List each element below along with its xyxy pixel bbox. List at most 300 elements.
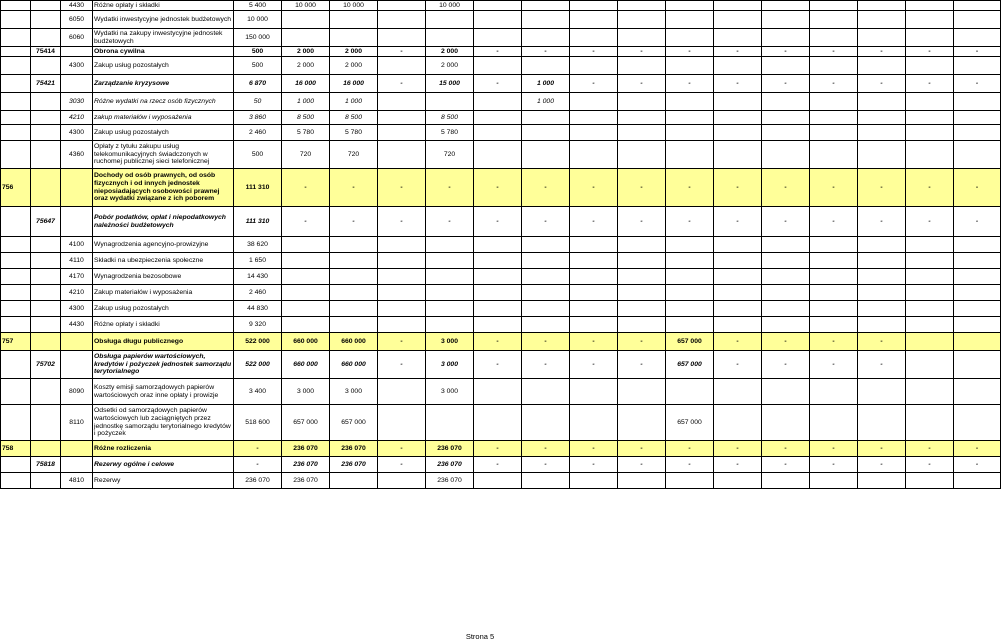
value-cell: 660 000	[330, 351, 378, 379]
rozdzial-cell	[31, 29, 61, 47]
value-cell	[570, 253, 618, 269]
value-cell: -	[522, 207, 570, 237]
value-cell	[330, 473, 378, 489]
value-cell: -	[906, 457, 954, 473]
name-cell: Obrona cywilna	[93, 47, 234, 57]
paragraph-cell	[61, 47, 93, 57]
value-cell	[522, 11, 570, 29]
value-cell	[666, 317, 714, 333]
rozdzial-cell: 75647	[31, 207, 61, 237]
value-cell	[522, 141, 570, 169]
rozdzial-cell	[31, 317, 61, 333]
paragraph-cell: 3030	[61, 93, 93, 111]
value-cell	[618, 141, 666, 169]
value-cell: -	[570, 351, 618, 379]
name-cell: Składki na ubezpieczenia społeczne	[93, 253, 234, 269]
name-cell: Zarządzanie kryzysowe	[93, 75, 234, 93]
value-cell: 1 000	[522, 75, 570, 93]
value-cell	[954, 253, 1001, 269]
value-cell	[378, 93, 426, 111]
value-cell	[906, 125, 954, 141]
paragraph-cell	[61, 441, 93, 457]
dzial-cell	[1, 125, 31, 141]
value-cell: 2 460	[234, 125, 282, 141]
value-cell	[474, 269, 522, 285]
value-cell	[906, 111, 954, 125]
value-cell	[378, 125, 426, 141]
value-cell	[378, 253, 426, 269]
dzial-cell	[1, 11, 31, 29]
value-cell	[378, 379, 426, 405]
value-cell: 720	[282, 141, 330, 169]
value-cell	[714, 1, 762, 11]
value-cell	[426, 29, 474, 47]
value-cell: -	[954, 207, 1001, 237]
value-cell: -	[234, 441, 282, 457]
value-cell	[810, 317, 858, 333]
value-cell	[282, 285, 330, 301]
value-cell	[522, 1, 570, 11]
value-cell	[522, 237, 570, 253]
value-cell	[618, 237, 666, 253]
value-cell	[906, 333, 954, 351]
table-row	[1, 29, 1001, 47]
value-cell: -	[474, 169, 522, 207]
value-cell	[474, 29, 522, 47]
value-cell	[954, 141, 1001, 169]
value-cell: 3 000	[426, 351, 474, 379]
table-row	[1, 301, 1001, 317]
dzial-cell	[1, 47, 31, 57]
dzial-cell	[1, 457, 31, 473]
value-cell: 9 320	[234, 317, 282, 333]
value-cell	[762, 301, 810, 317]
value-cell: -	[522, 333, 570, 351]
value-cell: 236 070	[282, 473, 330, 489]
value-cell	[858, 253, 906, 269]
value-cell: -	[858, 441, 906, 457]
value-cell	[954, 29, 1001, 47]
table-row	[1, 317, 1001, 333]
value-cell	[906, 29, 954, 47]
table-row	[1, 57, 1001, 75]
value-cell	[522, 405, 570, 441]
rozdzial-cell	[31, 473, 61, 489]
rozdzial-cell	[31, 57, 61, 75]
value-cell: 6 870	[234, 75, 282, 93]
value-cell: 1 000	[522, 93, 570, 111]
value-cell	[714, 29, 762, 47]
value-cell	[762, 285, 810, 301]
value-cell	[858, 125, 906, 141]
value-cell: -	[810, 47, 858, 57]
value-cell: -	[858, 75, 906, 93]
value-cell	[714, 93, 762, 111]
rozdzial-cell	[31, 269, 61, 285]
value-cell	[858, 285, 906, 301]
value-cell: -	[714, 169, 762, 207]
paragraph-cell: 4210	[61, 285, 93, 301]
value-cell	[954, 125, 1001, 141]
value-cell	[618, 125, 666, 141]
value-cell: -	[906, 75, 954, 93]
value-cell	[810, 125, 858, 141]
value-cell: -	[474, 75, 522, 93]
value-cell	[522, 57, 570, 75]
value-cell	[906, 11, 954, 29]
value-cell: 8 500	[282, 111, 330, 125]
value-cell: 10 000	[330, 1, 378, 11]
rozdzial-cell	[31, 125, 61, 141]
value-cell: 236 070	[330, 441, 378, 457]
rozdzial-cell: 75818	[31, 457, 61, 473]
value-cell	[618, 29, 666, 47]
value-cell: -	[858, 457, 906, 473]
value-cell: -	[570, 207, 618, 237]
dzial-cell	[1, 29, 31, 47]
value-cell: -	[762, 333, 810, 351]
value-cell: -	[810, 441, 858, 457]
value-cell	[714, 405, 762, 441]
value-cell: -	[762, 351, 810, 379]
value-cell	[762, 269, 810, 285]
value-cell	[954, 1, 1001, 11]
name-cell: Wynagrodzenia bezosobowe	[93, 269, 234, 285]
value-cell	[330, 269, 378, 285]
value-cell	[714, 125, 762, 141]
paragraph-cell	[61, 75, 93, 93]
value-cell: -	[474, 441, 522, 457]
value-cell: -	[954, 457, 1001, 473]
value-cell: -	[426, 169, 474, 207]
name-cell: Dochody od osób prawnych, od osób fizycznych i od innych jednostek nieposiadających osobowości prawnej oraz wydatki związane z ich poborem	[93, 169, 234, 207]
value-cell	[378, 301, 426, 317]
value-cell	[906, 405, 954, 441]
value-cell	[426, 269, 474, 285]
paragraph-cell: 4300	[61, 57, 93, 75]
value-cell	[378, 111, 426, 125]
value-cell: -	[522, 457, 570, 473]
dzial-cell	[1, 379, 31, 405]
value-cell: 522 000	[234, 351, 282, 379]
value-cell: 3 000	[426, 379, 474, 405]
value-cell	[714, 111, 762, 125]
value-cell	[666, 1, 714, 11]
table-row	[1, 93, 1001, 111]
value-cell	[522, 379, 570, 405]
value-cell	[474, 237, 522, 253]
value-cell	[906, 473, 954, 489]
value-cell: -	[570, 441, 618, 457]
value-cell	[618, 379, 666, 405]
name-cell: Zakup usług pozostałych	[93, 301, 234, 317]
value-cell	[330, 285, 378, 301]
value-cell	[474, 11, 522, 29]
value-cell	[714, 269, 762, 285]
value-cell: 1 000	[282, 93, 330, 111]
paragraph-cell: 6060	[61, 29, 93, 47]
value-cell	[282, 253, 330, 269]
rozdzial-cell	[31, 333, 61, 351]
dzial-cell	[1, 473, 31, 489]
value-cell: 660 000	[282, 351, 330, 379]
value-cell	[378, 285, 426, 301]
value-cell	[570, 111, 618, 125]
table-row	[1, 457, 1001, 473]
value-cell: -	[618, 47, 666, 57]
value-cell	[618, 253, 666, 269]
dzial-cell	[1, 57, 31, 75]
rozdzial-cell	[31, 169, 61, 207]
table-row	[1, 379, 1001, 405]
value-cell	[522, 269, 570, 285]
value-cell	[714, 237, 762, 253]
table-row	[1, 11, 1001, 29]
dzial-cell	[1, 301, 31, 317]
value-cell	[618, 93, 666, 111]
value-cell	[330, 253, 378, 269]
value-cell	[762, 473, 810, 489]
value-cell: -	[666, 47, 714, 57]
value-cell	[666, 93, 714, 111]
value-cell: -	[618, 351, 666, 379]
value-cell: 2 000	[330, 57, 378, 75]
value-cell	[570, 317, 618, 333]
value-cell: 5 780	[426, 125, 474, 141]
value-cell: 2 000	[426, 57, 474, 75]
table-row	[1, 405, 1001, 441]
value-cell	[762, 125, 810, 141]
dzial-cell	[1, 75, 31, 93]
value-cell: -	[762, 169, 810, 207]
value-cell: -	[378, 441, 426, 457]
value-cell	[378, 141, 426, 169]
name-cell: Wydatki inwestycyjne jednostek budżetowych	[93, 11, 234, 29]
value-cell	[810, 405, 858, 441]
value-cell	[810, 269, 858, 285]
dzial-cell: 758	[1, 441, 31, 457]
value-cell: 2 000	[282, 47, 330, 57]
name-cell: Koszty emisji samorządowych papierów wartościowych oraz inne opłaty i prowizje	[93, 379, 234, 405]
value-cell	[906, 253, 954, 269]
value-cell	[714, 473, 762, 489]
paragraph-cell	[61, 207, 93, 237]
value-cell	[570, 11, 618, 29]
value-cell: 150 000	[234, 29, 282, 47]
value-cell	[858, 237, 906, 253]
dzial-cell	[1, 285, 31, 301]
value-cell	[282, 317, 330, 333]
value-cell	[522, 29, 570, 47]
value-cell	[570, 405, 618, 441]
value-cell	[810, 141, 858, 169]
value-cell: -	[666, 207, 714, 237]
table-row	[1, 111, 1001, 125]
value-cell	[282, 29, 330, 47]
value-cell	[570, 301, 618, 317]
value-cell: -	[618, 441, 666, 457]
value-cell	[474, 141, 522, 169]
value-cell	[954, 285, 1001, 301]
dzial-cell	[1, 111, 31, 125]
value-cell	[570, 1, 618, 11]
value-cell	[762, 111, 810, 125]
table-row	[1, 75, 1001, 93]
value-cell	[666, 285, 714, 301]
value-cell	[810, 253, 858, 269]
value-cell	[714, 285, 762, 301]
value-cell	[762, 253, 810, 269]
value-cell: 236 070	[426, 473, 474, 489]
value-cell: 3 860	[234, 111, 282, 125]
value-cell: -	[378, 207, 426, 237]
value-cell	[666, 141, 714, 169]
value-cell: 5 400	[234, 1, 282, 11]
name-cell: Pobór podatków, opłat i niepodatkowych należności budżetowych	[93, 207, 234, 237]
value-cell	[618, 11, 666, 29]
value-cell: -	[810, 207, 858, 237]
value-cell: 2 460	[234, 285, 282, 301]
table-row	[1, 125, 1001, 141]
value-cell: -	[378, 351, 426, 379]
paragraph-cell: 4100	[61, 237, 93, 253]
rozdzial-cell	[31, 237, 61, 253]
value-cell	[474, 317, 522, 333]
value-cell	[666, 29, 714, 47]
paragraph-cell: 8090	[61, 379, 93, 405]
value-cell	[426, 253, 474, 269]
value-cell: -	[954, 441, 1001, 457]
rozdzial-cell	[31, 379, 61, 405]
value-cell	[330, 317, 378, 333]
value-cell	[570, 269, 618, 285]
value-cell: -	[714, 441, 762, 457]
value-cell	[522, 253, 570, 269]
value-cell	[810, 379, 858, 405]
value-cell: 50	[234, 93, 282, 111]
value-cell	[474, 125, 522, 141]
value-cell	[330, 29, 378, 47]
value-cell: 236 070	[282, 457, 330, 473]
value-cell: -	[570, 75, 618, 93]
value-cell	[714, 301, 762, 317]
dzial-cell	[1, 253, 31, 269]
value-cell	[762, 11, 810, 29]
value-cell	[378, 317, 426, 333]
value-cell	[714, 253, 762, 269]
rozdzial-cell	[31, 301, 61, 317]
value-cell	[522, 473, 570, 489]
value-cell	[522, 317, 570, 333]
paragraph-cell: 4810	[61, 473, 93, 489]
value-cell: 500	[234, 47, 282, 57]
value-cell	[858, 405, 906, 441]
value-cell: 500	[234, 141, 282, 169]
value-cell	[378, 29, 426, 47]
value-cell	[282, 237, 330, 253]
value-cell	[618, 473, 666, 489]
value-cell	[570, 93, 618, 111]
value-cell: 522 000	[234, 333, 282, 351]
paragraph-cell: 4360	[61, 141, 93, 169]
value-cell	[426, 237, 474, 253]
value-cell: -	[666, 457, 714, 473]
value-cell: -	[330, 207, 378, 237]
value-cell	[666, 473, 714, 489]
value-cell	[666, 379, 714, 405]
value-cell: -	[522, 441, 570, 457]
value-cell	[810, 29, 858, 47]
value-cell: -	[810, 457, 858, 473]
value-cell: -	[618, 169, 666, 207]
value-cell	[954, 405, 1001, 441]
value-cell	[570, 473, 618, 489]
value-cell: -	[954, 169, 1001, 207]
value-cell: -	[666, 75, 714, 93]
value-cell: -	[570, 169, 618, 207]
dzial-cell	[1, 1, 31, 11]
paragraph-cell	[61, 333, 93, 351]
value-cell	[714, 379, 762, 405]
value-cell: 500	[234, 57, 282, 75]
value-cell	[858, 269, 906, 285]
value-cell: -	[234, 457, 282, 473]
value-cell: 236 070	[234, 473, 282, 489]
value-cell	[474, 253, 522, 269]
value-cell	[810, 57, 858, 75]
value-cell	[954, 269, 1001, 285]
dzial-cell	[1, 141, 31, 169]
value-cell: -	[282, 207, 330, 237]
value-cell	[426, 405, 474, 441]
value-cell	[762, 317, 810, 333]
value-cell: -	[618, 75, 666, 93]
value-cell	[474, 1, 522, 11]
value-cell: -	[954, 47, 1001, 57]
value-cell: -	[522, 47, 570, 57]
paragraph-cell	[61, 169, 93, 207]
value-cell	[906, 1, 954, 11]
value-cell: -	[714, 47, 762, 57]
rozdzial-cell: 75702	[31, 351, 61, 379]
value-cell	[618, 405, 666, 441]
value-cell: -	[618, 207, 666, 237]
value-cell: 236 070	[426, 441, 474, 457]
value-cell	[762, 237, 810, 253]
value-cell	[378, 1, 426, 11]
value-cell	[330, 301, 378, 317]
value-cell: -	[714, 457, 762, 473]
value-cell: 660 000	[330, 333, 378, 351]
value-cell: -	[522, 351, 570, 379]
value-cell: 236 070	[426, 457, 474, 473]
value-cell	[282, 301, 330, 317]
paragraph-cell	[61, 457, 93, 473]
rozdzial-cell	[31, 253, 61, 269]
paragraph-cell: 4300	[61, 301, 93, 317]
rozdzial-cell	[31, 11, 61, 29]
value-cell: 2 000	[282, 57, 330, 75]
value-cell	[426, 301, 474, 317]
value-cell	[762, 93, 810, 111]
table-row	[1, 237, 1001, 253]
table-row	[1, 169, 1001, 207]
value-cell	[570, 125, 618, 141]
value-cell: -	[810, 75, 858, 93]
value-cell: -	[474, 333, 522, 351]
value-cell	[858, 317, 906, 333]
value-cell	[666, 237, 714, 253]
